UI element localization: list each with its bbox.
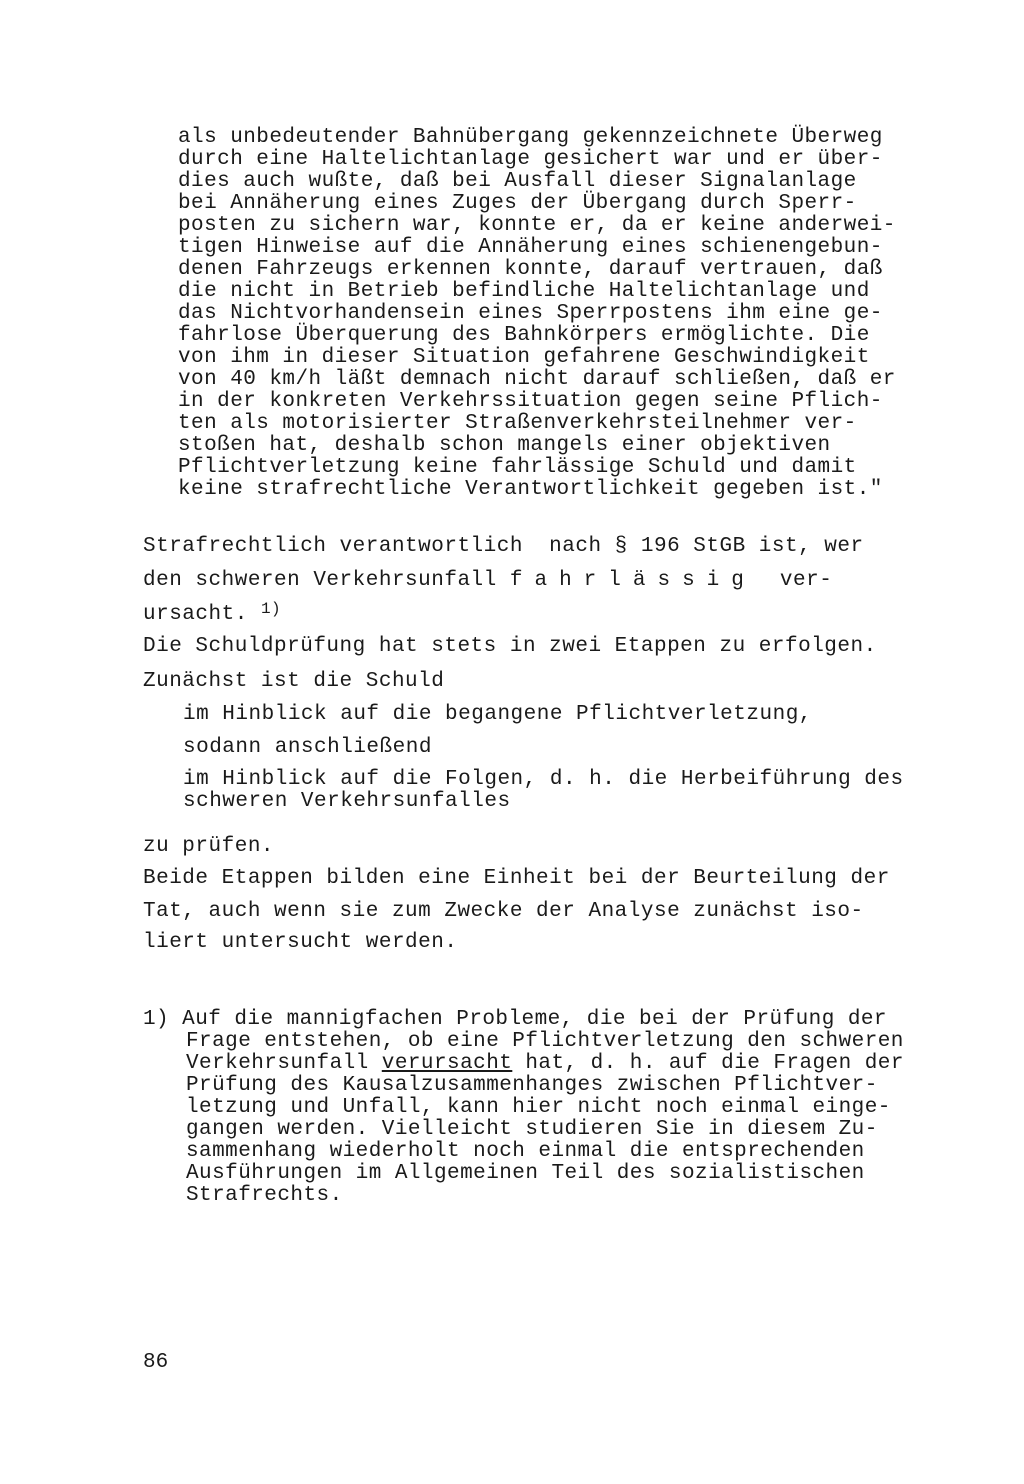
footnote-text: Verkehrsunfall bbox=[186, 1052, 382, 1075]
quote-line: tigen Hinweise auf die Annäherung eines schienengebun- bbox=[178, 236, 883, 259]
quote-line: bei Annäherung eines Zuges der Übergang durch Sperr- bbox=[178, 192, 857, 215]
quote-line: als unbedeutender Bahnübergang gekennzeichnete Überweg bbox=[178, 126, 883, 149]
footnote-line: Frage entstehen, ob eine Pflichtverletzung den schweren bbox=[186, 1030, 904, 1053]
quote-line: von 40 km/h läßt demnach nicht darauf schließen, daß er bbox=[178, 368, 896, 391]
footnote-line: Strafrechts. bbox=[186, 1184, 343, 1207]
page-number: 86 bbox=[143, 1351, 169, 1374]
body-line bbox=[143, 570, 832, 592]
indented-line: schweren Verkehrsunfalles bbox=[183, 790, 511, 813]
body-line: zu prüfen. bbox=[143, 835, 275, 858]
emphasis-spaced-word: fahrlässig bbox=[509, 569, 756, 592]
footnote-line: letzung und Unfall, kann hier nicht noch einmal einge- bbox=[186, 1096, 891, 1119]
quote-line: von ihm in dieser Situation gefahrene Geschwindigkeit bbox=[178, 346, 870, 369]
body-text: ver- bbox=[779, 569, 833, 592]
quote-line: keine strafrechtliche Verantwortlichkeit gegeben ist." bbox=[178, 478, 883, 501]
body-line: Die Schuldprüfung hat stets in zwei Etappen zu erfolgen. bbox=[143, 635, 877, 658]
quote-line: fahrlose Überquerung des Bahnkörpers ermöglichte. Die bbox=[178, 324, 870, 347]
quote-line: ten als motorisierter Straßenverkehrsteilnehmer ver- bbox=[178, 412, 857, 435]
quote-line: die nicht in Betrieb befindliche Haltelichtanlage und bbox=[178, 280, 870, 303]
body-line: liert untersucht werden. bbox=[143, 931, 458, 954]
quote-line: durch eine Haltelichtanlage gesichert war und er über- bbox=[178, 148, 883, 171]
quote-line: denen Fahrzeugs erkennen konnte, darauf vertrauen, daß bbox=[178, 258, 883, 281]
quote-line: Pflichtverletzung keine fahrlässige Schuld und damit bbox=[178, 456, 857, 479]
indented-line: sodann anschließend bbox=[183, 736, 432, 759]
quote-line: in der konkreten Verkehrssituation gegen seine Pflich- bbox=[178, 390, 883, 413]
footnote-marker: 1) bbox=[143, 1008, 170, 1031]
body-line: Zunächst ist die Schuld bbox=[143, 670, 445, 693]
quote-line: posten zu sichern war, konnte er, da er keine anderwei- bbox=[178, 214, 896, 237]
body-line: Strafrechtlich verantwortlich nach § 196 StGB ist, wer bbox=[143, 535, 864, 558]
footnote-reference: 1) bbox=[260, 600, 282, 618]
quote-line: das Nichtvorhandensein eines Sperrpostens ihm eine ge- bbox=[178, 302, 883, 325]
footnote-line bbox=[186, 1053, 904, 1075]
body-line: Tat, auch wenn sie zum Zwecke der Analyse zunächst iso- bbox=[143, 900, 864, 923]
indented-line: im Hinblick auf die begangene Pflichtverletzung, bbox=[183, 703, 812, 726]
footnote-text: Auf die mannigfachen Probleme, die bei der Prüfung der bbox=[182, 1008, 887, 1031]
quote-line: stoßen hat, deshalb schon mangels einer objektiven bbox=[178, 434, 831, 457]
footnote-line: Ausführungen im Allgemeinen Teil des sozialistischen bbox=[186, 1162, 865, 1185]
body-text: ursacht. bbox=[143, 603, 248, 626]
indented-line: im Hinblick auf die Folgen, d. h. die Herbeiführung des bbox=[183, 768, 904, 791]
body-text: den schweren Verkehrsunfall bbox=[143, 569, 510, 592]
underlined-word: verursacht bbox=[381, 1052, 513, 1075]
footnote-line bbox=[143, 1009, 887, 1031]
footnote-line: Prüfung des Kausalzusammenhanges zwischen Pflichtver- bbox=[186, 1074, 878, 1097]
footnote-line: sammenhang wiederholt noch einmal die entsprechenden bbox=[186, 1140, 865, 1163]
quote-line: dies auch wußte, daß bei Ausfall dieser Signalanlage bbox=[178, 170, 857, 193]
footnote-line: gangen werden. Vielleicht studieren Sie in diesem Zu- bbox=[186, 1118, 878, 1141]
body-line: Beide Etappen bilden eine Einheit bei der Beurteilung der bbox=[143, 867, 890, 890]
footnote-text: hat, d. h. auf die Fragen der bbox=[512, 1052, 904, 1075]
body-line bbox=[143, 600, 282, 626]
